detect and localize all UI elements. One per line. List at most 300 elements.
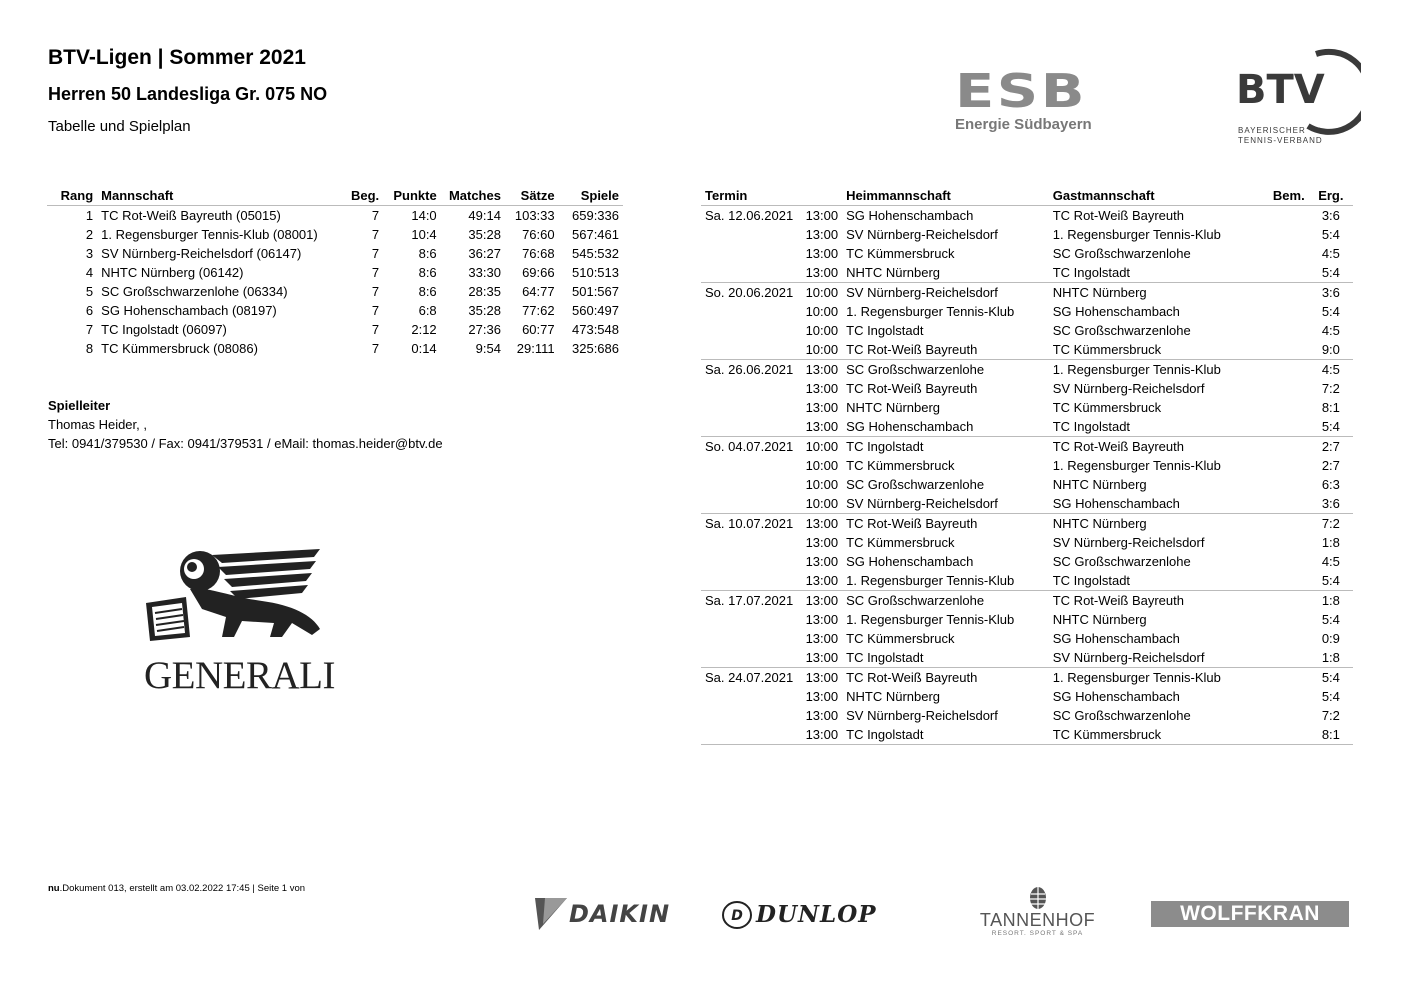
tannenhof-logo-text: TANNENHOF [979, 910, 1096, 930]
schedule-cell-home-team: SV Nürnberg-Reichelsdorf [846, 227, 998, 242]
schedule-cell-result: 7:2 [1321, 381, 1340, 396]
standings-cell-beg: 7 [371, 341, 380, 356]
standings-cell-spiele: 659:336 [572, 208, 619, 223]
schedule-cell-home-team: SV Nürnberg-Reichelsdorf [842, 283, 1049, 303]
schedule-row [701, 321, 1353, 340]
schedule-cell-date [701, 571, 802, 591]
standings-row [47, 263, 623, 282]
col-heimmannschaft: Heimmannschaft [846, 187, 951, 203]
schedule-cell-away-team: NHTC Nürnberg [1052, 477, 1147, 492]
schedule-cell-result: 1:8 [1321, 650, 1340, 665]
schedule-cell-away-team: SC Großschwarzenlohe [1052, 323, 1191, 338]
schedule-cell-result: 7:2 [1321, 708, 1340, 723]
schedule-cell-result: 5:4 [1321, 419, 1340, 434]
spielleiter-block [48, 396, 443, 453]
schedule-cell-away-team: SV Nürnberg-Reichelsdorf [1052, 535, 1205, 550]
schedule-cell-away-team: SV Nürnberg-Reichelsdorf [1052, 650, 1205, 665]
schedule-row [701, 552, 1353, 571]
document-footer [48, 883, 305, 894]
schedule-cell-remark [1252, 302, 1308, 321]
schedule-cell-result: 2:7 [1321, 458, 1340, 473]
standings-cell-beg: 7 [371, 284, 380, 299]
schedule-cell-away-team: SV Nürnberg-Reichelsdorf [1052, 381, 1205, 396]
schedule-cell-away-team: SG Hohenschambach [1052, 496, 1180, 511]
schedule-cell-time: 10:00 [802, 437, 842, 457]
schedule-cell-date [701, 302, 802, 321]
wolffkran-logo-text: WOLFFKRAN [1180, 902, 1320, 925]
schedule-cell-time: 13:00 [805, 265, 839, 280]
standings-row [47, 225, 623, 244]
schedule-cell-home-team: TC Ingolstadt [846, 323, 924, 338]
schedule-cell-home-team: TC Kümmersbruck [846, 535, 955, 550]
schedule-cell-date [701, 417, 802, 437]
schedule-cell-away-team: 1. Regensburger Tennis-Klub [1049, 668, 1253, 688]
col-rang: Rang [60, 187, 94, 203]
standings-cell-beg: 7 [371, 227, 380, 242]
schedule-cell-home-team: SV Nürnberg-Reichelsdorf [846, 496, 998, 511]
schedule-cell-result: 5:4 [1321, 573, 1340, 588]
btv-logo [1236, 48, 1361, 148]
standings-cell-mannschaft: SV Nürnberg-Reichelsdorf (06147) [101, 246, 302, 261]
schedule-cell-time: 13:00 [805, 208, 839, 223]
schedule-row [701, 417, 1353, 437]
standings-cell-mannschaft: SC Großschwarzenlohe (06334) [101, 284, 288, 299]
schedule-cell-away-team: 1. Regensburger Tennis-Klub [1052, 458, 1221, 473]
schedule-cell-time: 13:00 [805, 631, 839, 646]
schedule-row [701, 514, 1353, 534]
schedule-row [701, 533, 1353, 552]
schedule-cell-time: 13:00 [805, 650, 839, 665]
schedule-cell-remark [1252, 456, 1308, 475]
schedule-cell-away-team: TC Rot-Weiß Bayreuth [1049, 591, 1253, 611]
schedule-cell-date: So. 04.07.2021 [701, 437, 802, 457]
standings-cell-punkte: 10:4 [411, 227, 437, 242]
schedule-cell-away-team: TC Rot-Weiß Bayreuth [1049, 437, 1253, 457]
standings-cell-rang: 2 [85, 227, 94, 242]
schedule-cell-away-team: SC Großschwarzenlohe [1052, 554, 1191, 569]
schedule-row [701, 668, 1353, 688]
standings-cell-beg: 7 [371, 303, 380, 318]
standings-cell-beg: 7 [371, 208, 380, 223]
schedule-cell-remark [1252, 475, 1308, 494]
tannenhof-logo [975, 884, 1100, 946]
schedule-cell-home-team: TC Rot-Weiß Bayreuth [842, 668, 1049, 688]
schedule-cell-remark [1252, 571, 1308, 591]
standings-cell-spiele: 545:532 [572, 246, 619, 261]
schedule-row [701, 379, 1353, 398]
schedule-cell-remark [1252, 494, 1308, 514]
schedule-cell-result: 3:6 [1321, 208, 1340, 223]
schedule-cell-time: 13:00 [805, 708, 839, 723]
standings-cell-spiele: 560:497 [572, 303, 619, 318]
col-beg: Beg. [350, 187, 380, 203]
schedule-cell-remark [1252, 340, 1308, 360]
schedule-cell-away-team: 1. Regensburger Tennis-Klub [1049, 360, 1253, 380]
schedule-row [701, 244, 1353, 263]
schedule-cell-remark [1252, 283, 1308, 303]
standings-cell-rang: 7 [85, 322, 94, 337]
schedule-cell-date [701, 340, 802, 360]
schedule-cell-home-team: NHTC Nürnberg [846, 400, 941, 415]
schedule-cell-remark [1252, 360, 1308, 380]
esb-logo-name: Energie Südbayern [955, 116, 1092, 133]
schedule-cell-date [701, 629, 802, 648]
schedule-cell-home-team: SV Nürnberg-Reichelsdorf [846, 708, 998, 723]
schedule-cell-time: 13:00 [805, 573, 839, 588]
standings-cell-saetze: 64:77 [522, 284, 555, 299]
schedule-cell-home-team: TC Kümmersbruck [846, 246, 955, 261]
schedule-header-row [701, 185, 1353, 206]
standings-cell-mannschaft: 1. Regensburger Tennis-Klub (08001) [101, 227, 318, 242]
standings-cell-rang: 1 [85, 208, 94, 223]
col-time-spacer [802, 185, 842, 206]
schedule-cell-result: 5:4 [1321, 689, 1340, 704]
schedule-row [701, 398, 1353, 417]
league-subtitle: Herren 50 Landesliga Gr. 075 NO [48, 84, 328, 104]
schedule-row [701, 494, 1353, 514]
schedule-cell-away-team: TC Rot-Weiß Bayreuth [1052, 208, 1184, 223]
standings-cell-spiele: 501:567 [572, 284, 619, 299]
schedule-cell-result: 3:6 [1309, 283, 1353, 303]
standings-cell-saetze: 60:77 [522, 322, 555, 337]
spielleiter-name: Thomas Heider, , [48, 417, 147, 432]
tannenhof-logo-subtext: RESORT. SPORT & SPA [991, 930, 1084, 937]
standings-cell-rang: 8 [85, 341, 94, 356]
standings-cell-mannschaft: TC Rot-Weiß Bayreuth (05015) [101, 208, 281, 223]
standings-table [47, 185, 623, 358]
schedule-cell-result: 5:4 [1321, 612, 1340, 627]
schedule-cell-time: 13:00 [805, 612, 839, 627]
col-bem: Bem. [1272, 187, 1305, 203]
schedule-cell-remark [1252, 629, 1308, 648]
schedule-cell-away-team: NHTC Nürnberg [1049, 514, 1253, 534]
schedule-cell-time: 13:00 [805, 554, 839, 569]
schedule-cell-away-team: TC Kümmersbruck [1049, 725, 1253, 745]
schedule-cell-remark [1252, 687, 1308, 706]
schedule-row [701, 687, 1353, 706]
schedule-cell-date: Sa. 26.06.2021 [701, 360, 802, 380]
schedule-cell-date [701, 475, 802, 494]
spielleiter-heading: Spielleiter [48, 398, 111, 413]
standings-row [47, 301, 623, 320]
schedule-cell-away-team: TC Ingolstadt [1052, 573, 1131, 588]
schedule-row [701, 610, 1353, 629]
schedule-cell-home-team: NHTC Nürnberg [846, 689, 941, 704]
standings-cell-rang: 5 [85, 284, 94, 299]
schedule-cell-time: 10:00 [802, 283, 842, 303]
schedule-cell-result: 4:5 [1321, 323, 1340, 338]
col-saetze: Sätze [520, 187, 555, 203]
schedule-cell-date [701, 494, 802, 514]
schedule-cell-result: 7:2 [1309, 514, 1353, 534]
schedule-row [701, 725, 1353, 745]
schedule-cell-remark [1252, 321, 1308, 340]
standings-header-row [47, 185, 623, 206]
schedule-cell-away-team: TC Kümmersbruck [1052, 400, 1162, 415]
schedule-cell-home-team: SC Großschwarzenlohe [846, 477, 985, 492]
schedule-row [701, 475, 1353, 494]
schedule-cell-home-team: TC Ingolstadt [842, 725, 1049, 745]
schedule-row [701, 437, 1353, 457]
schedule-cell-home-team: 1. Regensburger Tennis-Klub [846, 304, 1015, 319]
schedule-cell-remark [1252, 706, 1308, 725]
schedule-cell-remark [1252, 398, 1308, 417]
esb-logo [955, 64, 1115, 133]
svg-text:D: D [731, 908, 743, 924]
schedule-cell-away-team: 1. Regensburger Tennis-Klub [1052, 227, 1221, 242]
schedule-row [701, 283, 1353, 303]
schedule-cell-date [701, 379, 802, 398]
col-mannschaft: Mannschaft [101, 187, 174, 203]
schedule-cell-date [701, 533, 802, 552]
schedule-cell-away-team: SG Hohenschambach [1052, 304, 1180, 319]
schedule-cell-time: 13:00 [802, 591, 842, 611]
standings-cell-matches: 49:14 [468, 208, 501, 223]
schedule-row [701, 302, 1353, 321]
schedule-cell-result: 2:7 [1309, 437, 1353, 457]
generali-logo-text: GENERALI [144, 654, 335, 697]
schedule-cell-time: 13:00 [805, 227, 839, 242]
standings-cell-spiele: 567:461 [572, 227, 619, 242]
schedule-cell-date [701, 244, 802, 263]
standings-cell-saetze: 103:33 [514, 208, 555, 223]
standings-cell-matches: 35:28 [468, 227, 501, 242]
schedule-table [701, 185, 1353, 745]
schedule-row [701, 456, 1353, 475]
spielleiter-contact: Tel: 0941/379530 / Fax: 0941/379531 / eMail: thomas.heider@btv.de [48, 436, 443, 451]
pinecone-icon [1027, 884, 1049, 910]
standings-cell-mannschaft: TC Ingolstadt (06097) [101, 322, 227, 337]
standings-cell-matches: 27:36 [468, 322, 501, 337]
schedule-cell-date [701, 648, 802, 668]
standings-cell-rang: 3 [85, 246, 94, 261]
page-title: BTV-Ligen | Sommer 2021 [48, 46, 306, 69]
schedule-cell-result: 8:1 [1321, 400, 1340, 415]
schedule-cell-time: 13:00 [802, 514, 842, 534]
schedule-cell-remark [1252, 225, 1308, 244]
schedule-cell-date [701, 706, 802, 725]
standings-cell-matches: 36:27 [468, 246, 501, 261]
schedule-cell-remark [1252, 379, 1308, 398]
schedule-row [701, 225, 1353, 244]
standings-cell-rang: 6 [85, 303, 94, 318]
schedule-cell-remark [1252, 437, 1308, 457]
standings-cell-saetze: 77:62 [522, 303, 555, 318]
standings-cell-spiele: 510:513 [572, 265, 619, 280]
schedule-cell-time: 10:00 [805, 323, 839, 338]
standings-cell-punkte: 0:14 [411, 341, 437, 356]
schedule-cell-home-team: TC Rot-Weiß Bayreuth [846, 381, 978, 396]
schedule-cell-remark [1252, 244, 1308, 263]
schedule-cell-home-team: SC Großschwarzenlohe [842, 360, 1049, 380]
schedule-cell-result: 4:5 [1321, 246, 1340, 261]
schedule-cell-home-team: SG Hohenschambach [846, 554, 974, 569]
schedule-cell-date: Sa. 17.07.2021 [701, 591, 802, 611]
standings-cell-saetze: 76:60 [522, 227, 555, 242]
schedule-cell-result: 4:5 [1321, 554, 1340, 569]
schedule-cell-result: 3:6 [1321, 496, 1340, 511]
standings-row [47, 320, 623, 339]
schedule-row [701, 706, 1353, 725]
standings-cell-matches: 9:54 [475, 341, 501, 356]
schedule-cell-home-team: TC Ingolstadt [842, 437, 1049, 457]
schedule-cell-result: 4:5 [1309, 360, 1353, 380]
col-gastmannschaft: Gastmannschaft [1052, 187, 1155, 203]
schedule-cell-home-team: TC Kümmersbruck [846, 458, 955, 473]
standings-row [47, 206, 623, 226]
schedule-cell-result: 0:9 [1321, 631, 1340, 646]
schedule-cell-time: 10:00 [805, 458, 839, 473]
schedule-cell-remark [1252, 648, 1308, 668]
col-punkte: Punkte [393, 187, 437, 203]
schedule-row [701, 263, 1353, 283]
standings-cell-punkte: 6:8 [418, 303, 437, 318]
schedule-cell-remark [1252, 668, 1308, 688]
schedule-cell-time: 10:00 [805, 496, 839, 511]
schedule-row [701, 648, 1353, 668]
standings-cell-punkte: 8:6 [418, 265, 437, 280]
dunlop-logo [722, 900, 932, 930]
schedule-cell-remark [1252, 533, 1308, 552]
schedule-cell-home-team: TC Ingolstadt [846, 650, 924, 665]
standings-cell-mannschaft: SG Hohenschambach (08197) [101, 303, 277, 318]
schedule-cell-away-team: TC Ingolstadt [1052, 419, 1131, 434]
schedule-cell-away-team: TC Ingolstadt [1052, 265, 1131, 280]
col-spiele: Spiele [580, 187, 619, 203]
wolffkran-logo [1151, 901, 1349, 927]
schedule-cell-remark [1252, 591, 1308, 611]
schedule-cell-home-team: SG Hohenschambach [846, 419, 974, 434]
schedule-cell-time: 13:00 [802, 668, 842, 688]
schedule-cell-away-team: SC Großschwarzenlohe [1052, 246, 1191, 261]
schedule-cell-remark [1252, 610, 1308, 629]
schedule-cell-time: 13:00 [805, 535, 839, 550]
schedule-cell-time: 13:00 [805, 381, 839, 396]
standings-cell-punkte: 14:0 [411, 208, 437, 223]
schedule-row [701, 629, 1353, 648]
schedule-cell-date [701, 456, 802, 475]
schedule-cell-date [701, 321, 802, 340]
schedule-cell-date: Sa. 12.06.2021 [705, 208, 794, 223]
schedule-cell-home-team: TC Rot-Weiß Bayreuth [842, 514, 1049, 534]
schedule-cell-home-team: TC Kümmersbruck [846, 631, 955, 646]
standings-cell-beg: 7 [371, 322, 380, 337]
standings-cell-saetze: 29:111 [516, 341, 555, 356]
footer-bold-prefix: nu [48, 883, 60, 894]
schedule-cell-time: 13:00 [805, 689, 839, 704]
standings-cell-matches: 28:35 [468, 284, 501, 299]
standings-cell-saetze: 76:68 [522, 246, 555, 261]
standings-row [47, 282, 623, 301]
standings-cell-punkte: 8:6 [418, 284, 437, 299]
schedule-cell-date [701, 225, 802, 244]
schedule-cell-date [701, 725, 802, 745]
schedule-cell-time: 13:00 [805, 419, 839, 434]
schedule-cell-date [701, 552, 802, 571]
schedule-cell-time: 10:00 [805, 477, 839, 492]
generali-logo [142, 545, 335, 697]
schedule-cell-remark [1252, 514, 1308, 534]
schedule-cell-time: 13:00 [805, 246, 839, 261]
schedule-cell-time: 13:00 [805, 400, 839, 415]
standings-cell-beg: 7 [371, 246, 380, 261]
standings-row [47, 339, 623, 358]
schedule-cell-result: 5:4 [1321, 304, 1340, 319]
schedule-cell-time: 10:00 [805, 304, 839, 319]
schedule-cell-away-team: NHTC Nürnberg [1049, 283, 1253, 303]
schedule-cell-date: Sa. 10.07.2021 [701, 514, 802, 534]
standings-cell-mannschaft: NHTC Nürnberg (06142) [101, 265, 244, 280]
col-erg: Erg. [1318, 187, 1344, 203]
schedule-cell-remark [1252, 725, 1308, 745]
schedule-cell-date [701, 263, 802, 283]
schedule-cell-away-team: SC Großschwarzenlohe [1052, 708, 1191, 723]
schedule-cell-date [701, 610, 802, 629]
schedule-cell-away-team: SG Hohenschambach [1052, 689, 1180, 704]
schedule-cell-home-team: 1. Regensburger Tennis-Klub [846, 612, 1015, 627]
schedule-row [701, 360, 1353, 380]
document-caption: Tabelle und Spielplan [48, 118, 191, 135]
schedule-row [701, 340, 1353, 360]
standings-row [47, 244, 623, 263]
schedule-cell-result: 1:8 [1309, 591, 1353, 611]
schedule-cell-date: Sa. 24.07.2021 [701, 668, 802, 688]
generali-lion-icon [142, 545, 332, 645]
schedule-cell-result: 5:4 [1321, 227, 1340, 242]
daikin-logo-text: DAIKIN [569, 900, 671, 928]
schedule-cell-time: 13:00 [802, 360, 842, 380]
schedule-cell-away-team: TC Kümmersbruck [1052, 342, 1162, 357]
standings-cell-spiele: 325:686 [572, 341, 619, 356]
col-termin: Termin [705, 187, 748, 203]
schedule-cell-away-team: NHTC Nürnberg [1052, 612, 1147, 627]
schedule-cell-home-team: SC Großschwarzenlohe [842, 591, 1049, 611]
schedule-cell-home-team: SG Hohenschambach [846, 208, 974, 223]
standings-cell-matches: 35:28 [468, 303, 501, 318]
schedule-cell-home-team: TC Rot-Weiß Bayreuth [846, 342, 978, 357]
schedule-cell-remark [1252, 263, 1308, 283]
schedule-cell-result: 5:4 [1309, 668, 1353, 688]
schedule-cell-result: 9:0 [1321, 342, 1340, 357]
btv-logo-line2: TENNIS-VERBAND [1238, 136, 1323, 145]
schedule-cell-remark [1252, 417, 1308, 437]
standings-cell-mannschaft: TC Kümmersbruck (08086) [101, 341, 258, 356]
standings-cell-rang: 4 [85, 265, 94, 280]
schedule-cell-date: So. 20.06.2021 [701, 283, 802, 303]
daikin-logo [535, 898, 695, 932]
standings-cell-saetze: 69:66 [522, 265, 555, 280]
esb-logo-letters: ESB [955, 64, 1088, 118]
dunlop-d-icon [722, 900, 754, 930]
schedule-row [701, 206, 1353, 226]
btv-logo-letters: BTV [1236, 67, 1325, 113]
schedule-cell-time: 10:00 [805, 342, 839, 357]
schedule-cell-remark [1252, 552, 1308, 571]
schedule-row [701, 591, 1353, 611]
daikin-triangle-icon [535, 898, 569, 930]
schedule-cell-time: 13:00 [802, 725, 842, 745]
schedule-cell-away-team: SG Hohenschambach [1052, 631, 1180, 646]
schedule-cell-result: 8:1 [1309, 725, 1353, 745]
schedule-cell-home-team: NHTC Nürnberg [846, 265, 941, 280]
schedule-row [701, 571, 1353, 591]
col-matches: Matches [448, 187, 501, 203]
standings-cell-matches: 33:30 [468, 265, 501, 280]
btv-logo-line1: BAYERISCHER [1238, 126, 1306, 135]
standings-cell-punkte: 2:12 [411, 322, 437, 337]
dunlop-logo-text: DUNLOP [756, 901, 877, 928]
standings-cell-spiele: 473:548 [572, 322, 619, 337]
